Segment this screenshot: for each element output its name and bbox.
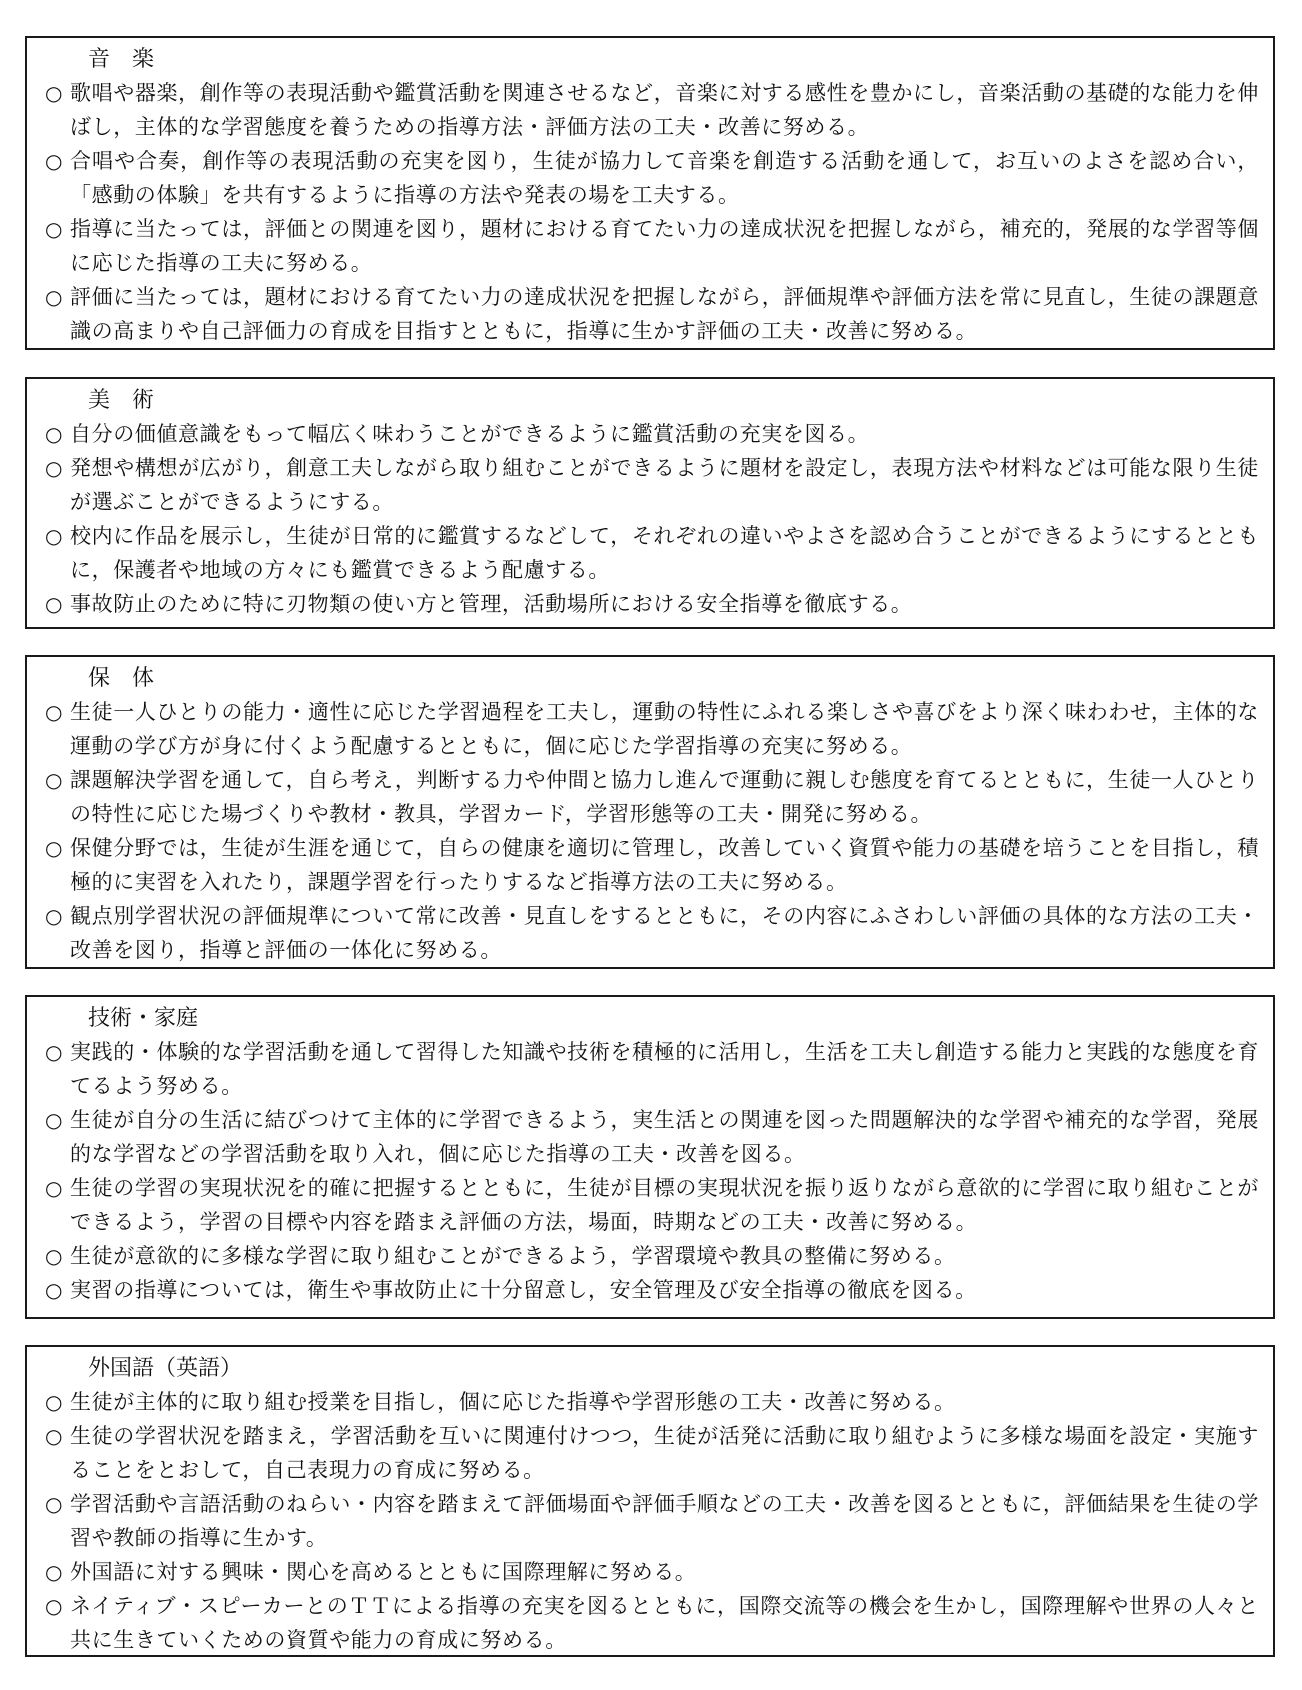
circle-bullet-icon	[45, 1385, 63, 1419]
circle-bullet-icon	[45, 1035, 63, 1069]
section-art	[25, 377, 1275, 629]
section-title: 外国語（英語）	[88, 1356, 243, 1381]
item-text: 生徒の学習の実現状況を的確に把握するとともに，生徒が目標の実現状況を振り返りながら意欲的に学習に取り組むことができるよう，学習の目標や内容を踏まえ評価の方法，場面，時期などの工夫・改善に努める。	[70, 1176, 1259, 1234]
item-text: 実習の指導については，衛生や事故防止に十分留意し，安全管理及び安全指導の徹底を図る。	[70, 1278, 977, 1302]
item-list	[45, 417, 1259, 621]
item-list	[45, 695, 1259, 967]
item-text: 発想や構想が広がり，創意工夫しながら取り組むことができるように題材を設定し，表現方法や材料などは可能な限り生徒が選ぶことができるようにする。	[70, 456, 1259, 514]
item-text: 歌唱や器楽，創作等の表現活動や鑑賞活動を関連させるなど，音楽に対する感性を豊かにし，音楽活動の基礎的な能力を伸ばし，主体的な学習態度を養うための指導方法・評価方法の工夫・改善に努める。	[70, 81, 1259, 139]
list-item	[45, 76, 1259, 144]
item-text: 生徒が主体的に取り組む授業を目指し，個に応じた指導や学習形態の工夫・改善に努める。	[70, 1390, 956, 1414]
circle-bullet-icon	[45, 451, 63, 485]
section-title: 保 体	[88, 666, 155, 691]
circle-bullet-icon	[45, 1419, 63, 1453]
list-item	[45, 1103, 1259, 1171]
section-title: 音 楽	[88, 47, 155, 72]
circle-bullet-icon	[45, 1487, 63, 1521]
list-item	[45, 587, 1259, 621]
item-text: ネイティブ・スピーカーとのＴＴによる指導の充実を図るとともに，国際交流等の機会を生かし，国際理解や世界の人々と共に生きていくための資質や能力の育成に努める。	[70, 1594, 1259, 1652]
list-item	[45, 1385, 1259, 1419]
circle-bullet-icon	[45, 212, 63, 246]
list-item	[45, 144, 1259, 212]
item-text: 外国語に対する興味・関心を高めるとともに国際理解に努める。	[70, 1560, 697, 1584]
item-text: 学習活動や言語活動のねらい・内容を踏まえて評価場面や評価手順などの工夫・改善を図るとともに，評価結果を生徒の学習や教師の指導に生かす。	[70, 1492, 1259, 1550]
list-item	[45, 451, 1259, 519]
list-item	[45, 1589, 1259, 1657]
section-english	[25, 1345, 1275, 1657]
item-text: 生徒一人ひとりの能力・適性に応じた学習過程を工夫し，運動の特性にふれる楽しさや喜びをより深く味わわせ，主体的な運動の学び方が身に付くよう配慮するとともに，個に応じた学習指導の充実に努める。	[70, 700, 1259, 758]
item-text: 生徒が意欲的に多様な学習に取り組むことができるよう，学習環境や教具の整備に努める。	[70, 1244, 956, 1268]
item-text: 実践的・体験的な学習活動を通して習得した知識や技術を積極的に活用し，生活を工夫し創造する能力と実践的な態度を育てるよう努める。	[70, 1040, 1259, 1098]
item-text: 生徒が自分の生活に結びつけて主体的に学習できるよう，実生活との関連を図った問題解決的な学習や補充的な学習，発展的な学習などの学習活動を取り入れ，個に応じた指導の工夫・改善を図る。	[70, 1108, 1259, 1166]
list-item	[45, 1035, 1259, 1103]
item-text: 保健分野では，生徒が生涯を通じて，自らの健康を適切に管理し，改善していく資質や能力の基礎を培うことを目指し，積極的に実習を入れたり，課題学習を行ったりするなど指導方法の工夫に努める。	[70, 836, 1259, 894]
circle-bullet-icon	[45, 1171, 63, 1205]
circle-bullet-icon	[45, 1239, 63, 1273]
list-item	[45, 1555, 1259, 1589]
section-title: 技術・家庭	[88, 1006, 199, 1031]
item-text: 生徒の学習状況を踏まえ，学習活動を互いに関連付けつつ，生徒が活発に活動に取り組むように多様な場面を設定・実施することをとおして，自己表現力の育成に努める。	[70, 1424, 1259, 1482]
item-text: 校内に作品を展示し，生徒が日常的に鑑賞するなどして，それぞれの違いやよさを認め合うことができるようにするとともに，保護者や地域の方々にも鑑賞できるよう配慮する。	[70, 524, 1259, 582]
section-music	[25, 36, 1275, 350]
circle-bullet-icon	[45, 587, 63, 621]
section-health-pe	[25, 655, 1275, 969]
section-tech-home	[25, 995, 1275, 1319]
item-text: 合唱や合奏，創作等の表現活動の充実を図り，生徒が協力して音楽を創造する活動を通して，お互いのよさを認め合い，「感動の体験」を共有するように指導の方法や発表の場を工夫する。	[70, 149, 1259, 207]
item-text: 自分の価値意識をもって幅広く味わうことができるように鑑賞活動の充実を図る。	[70, 422, 870, 446]
circle-bullet-icon	[45, 695, 63, 729]
item-text: 課題解決学習を通して，自ら考え，判断する力や仲間と協力し進んで運動に親しむ態度を育てるとともに，生徒一人ひとりの特性に応じた場づくりや教材・教具，学習カード，学習形態等の工夫・開発に努める。	[70, 768, 1259, 826]
circle-bullet-icon	[45, 144, 63, 178]
circle-bullet-icon	[45, 1589, 63, 1623]
list-item	[45, 763, 1259, 831]
circle-bullet-icon	[45, 831, 63, 865]
list-item	[45, 1239, 1259, 1273]
circle-bullet-icon	[45, 1103, 63, 1137]
list-item	[45, 1419, 1259, 1487]
item-list	[45, 1385, 1259, 1657]
item-list	[45, 76, 1259, 348]
circle-bullet-icon	[45, 1273, 63, 1307]
list-item	[45, 899, 1259, 967]
section-title: 美 術	[88, 388, 155, 413]
list-item	[45, 212, 1259, 280]
list-item	[45, 1273, 1259, 1307]
list-item	[45, 695, 1259, 763]
list-item	[45, 280, 1259, 348]
circle-bullet-icon	[45, 1555, 63, 1589]
circle-bullet-icon	[45, 417, 63, 451]
list-item	[45, 519, 1259, 587]
circle-bullet-icon	[45, 280, 63, 314]
list-item	[45, 1487, 1259, 1555]
list-item	[45, 831, 1259, 899]
circle-bullet-icon	[45, 763, 63, 797]
circle-bullet-icon	[45, 899, 63, 933]
list-item	[45, 1171, 1259, 1239]
circle-bullet-icon	[45, 76, 63, 110]
item-text: 観点別学習状況の評価規準について常に改善・見直しをするとともに，その内容にふさわしい評価の具体的な方法の工夫・改善を図り，指導と評価の一体化に努める。	[70, 904, 1259, 962]
item-text: 事故防止のために特に刃物類の使い方と管理，活動場所における安全指導を徹底する。	[70, 592, 913, 616]
item-text: 指導に当たっては，評価との関連を図り，題材における育てたい力の達成状況を把握しながら，補充的，発展的な学習等個に応じた指導の工夫に努める。	[70, 217, 1259, 275]
item-list	[45, 1035, 1259, 1307]
circle-bullet-icon	[45, 519, 63, 553]
item-text: 評価に当たっては，題材における育てたい力の達成状況を把握しながら，評価規準や評価方法を常に見直し，生徒の課題意識の高まりや自己評価力の育成を目指すとともに，指導に生かす評価の工夫・改善に努める。	[70, 285, 1259, 343]
list-item	[45, 417, 1259, 451]
